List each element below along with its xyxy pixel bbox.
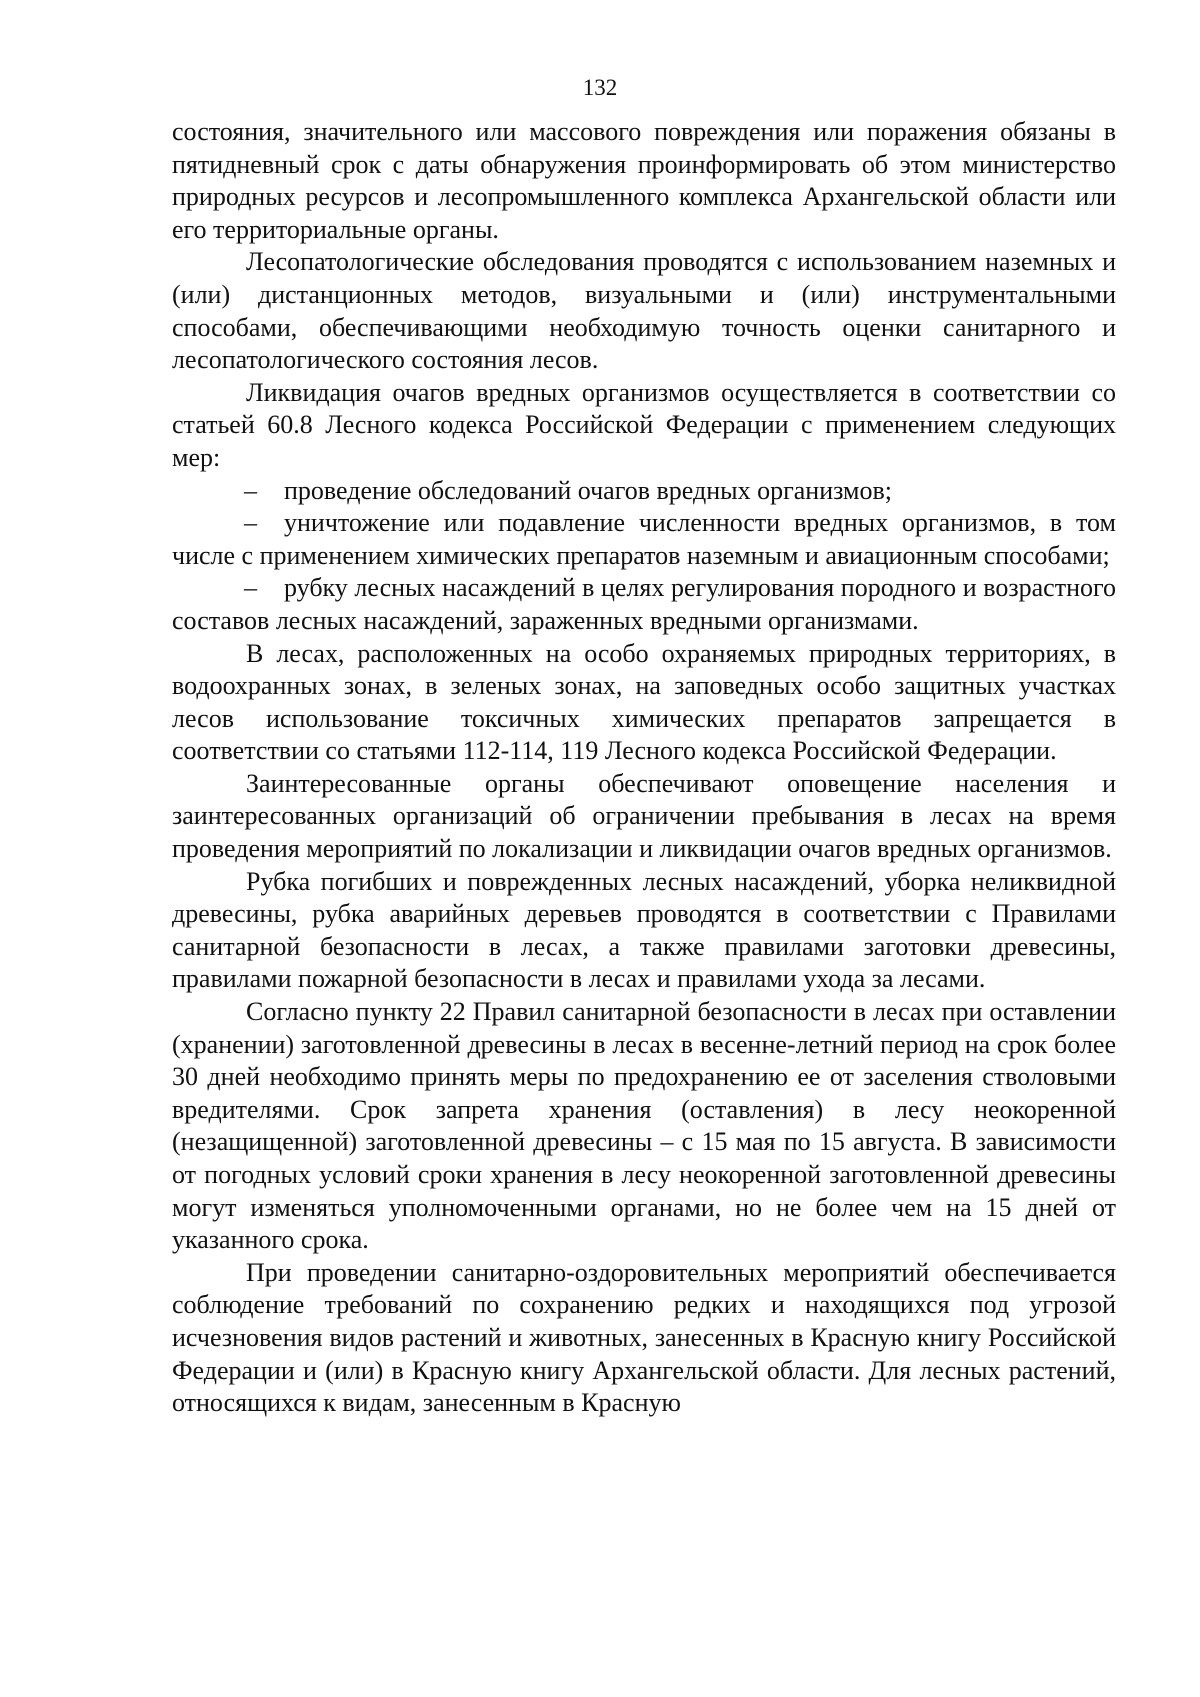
paragraph-red-book-species: При проведении санитарно-оздоровительных мероприятий обеспечивается соблюдение требований по сохранению редких и находящихся под угрозой исчезновения видов растений и животных, занесенных в Красную книгу Российской Федерации и (или) в Красную книгу Архангельской области. Для лесных растений, относящихся к видам, занесенным в Красную [172,1257,1116,1418]
paragraph-dead-stand-felling: Рубка погибших и поврежденных лесных насаждений, уборка неликвидной древесины, рубка аварийных деревьев проводятся в соответствии с Правилами санитарной безопасности в лесах, а также правилами заготовки древесины, правилами пожарной безопасности в лесах и правилами ухода за лесами. [172,866,1116,994]
page-number: 132 [582,75,618,100]
list-item [172,572,1116,637]
list-dash: – [244,573,257,603]
list-item-text: рубку лесных насаждений в целях регулирования породного и возрастного составов лесных насаждений, зараженных вредными организмами. [172,573,1116,635]
list-item-text: проведение обследований очагов вредных организмов; [284,475,892,505]
paragraph-public-notification: Заинтересованные органы обеспечивают оповещение населения и заинтересованных организаций об ограничении пребывания в лесах на время проведения мероприятий по локализации и ликвидации очагов вредных организмов. [172,768,1116,864]
list-dash: – [244,508,257,538]
paragraph-forest-surveys: Лесопатологические обследования проводятся с использованием наземных и (или) дистанционных методов, визуальными и (или) инструментальными способами, обеспечивающими необходимую точность оценки санитарного и лесопатологического состояния лесов. [172,247,1116,375]
list-item-text: уничтожение или подавление численности вредных организмов, в том числе с применением химических препаратов наземным и авиационным способами; [172,508,1116,570]
paragraph-continuation: состояния, значительного или массового повреждения или поражения обязаны в пятидневный срок с даты обнаружения проинформировать об этом министерство природных ресурсов и лесопромышленного комплекса Архангельской области или его территориальные органы. [172,117,1116,244]
paragraph-pest-liquidation: Ликвидация очагов вредных организмов осуществляется в соответствии со статьей 60.8 Лесного кодекса Российской Федерации с применением следующих мер: [172,377,1116,472]
list-dash: – [244,475,257,505]
document-body [172,116,1116,1420]
list-item [172,475,1116,508]
paragraph-protected-territories: В лесах, расположенных на особо охраняемых природных территориях, в водоохранных зонах, в зеленых зонах, на заповедных особо защитных участках лесов использование токсичных химических препаратов запрещается в соответствии со статьями 112-114, 119 Лесного кодекса Российской Федерации. [172,638,1116,766]
list-item [172,507,1116,572]
paragraph-timber-storage: Согласно пункту 22 Правил санитарной безопасности в лесах при оставлении (хранении) заготовленной древесины в лесах в весенне-летний период на срок более 30 дней необходимо принять меры по предохранению ее от заселения стволовыми вредителями. Срок запрета хранения (оставления) в лесу неокоренной (незащищенной) заготовленной древесины – с 15 мая по 15 августа. В зависимости от погодных условий сроки хранения в лесу неокоренной заготовленной древесины могут изменяться уполномоченными органами, но не более чем на 15 дней от указанного срока. [172,997,1116,1255]
